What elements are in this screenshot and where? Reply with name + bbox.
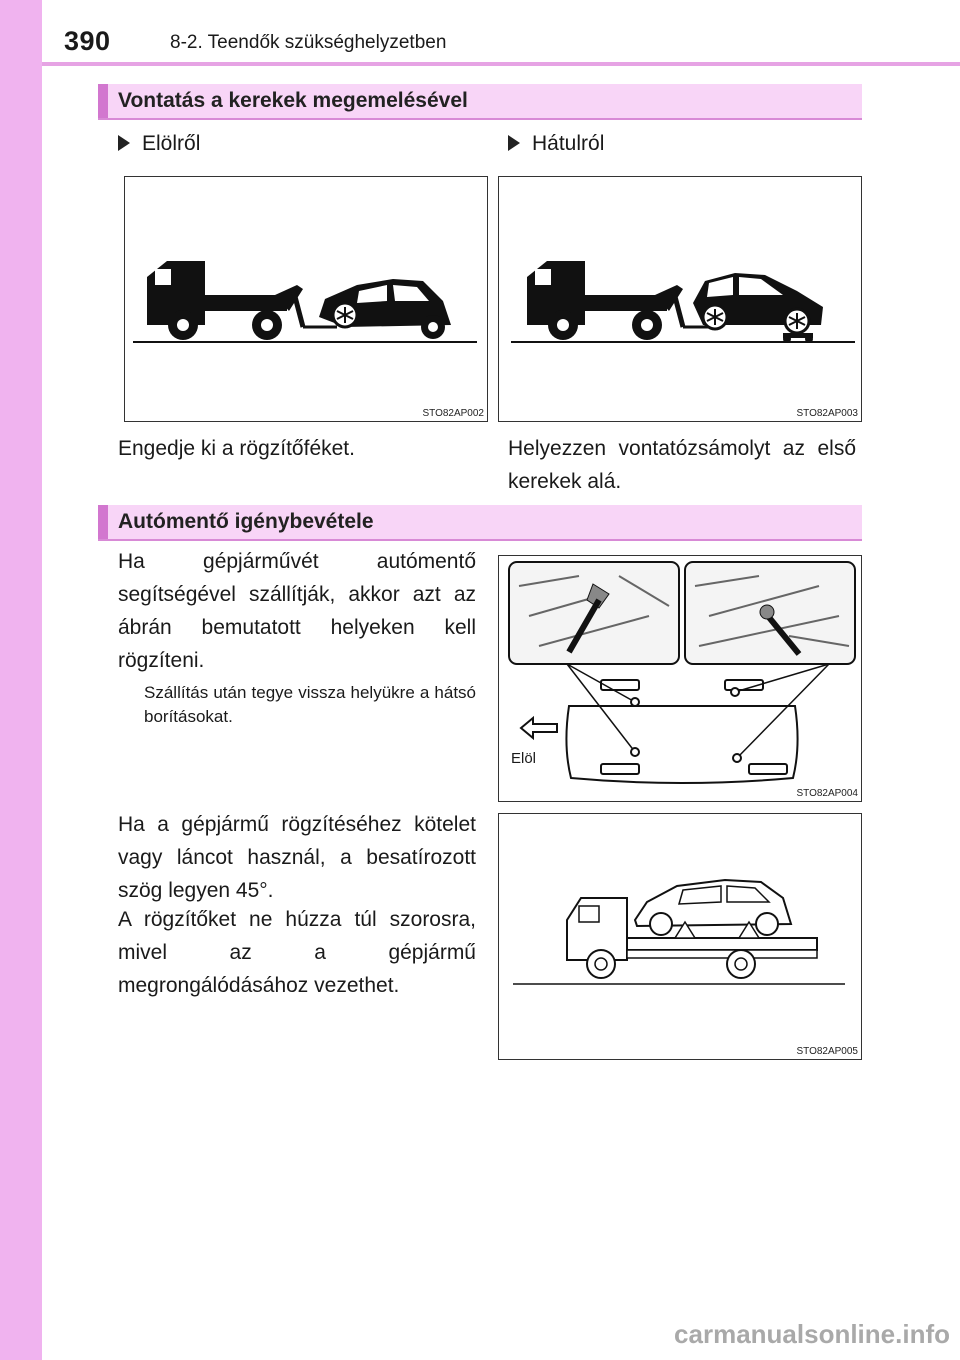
header-rule	[42, 62, 960, 66]
section-heading-wheel-lift	[98, 84, 862, 120]
subheading-rear-label: Hátulról	[532, 132, 605, 155]
note-rear-covers: Szállítás után tegye vissza helyükre a hátsó borításokat.	[144, 683, 476, 726]
front-direction-label: Elöl	[511, 750, 537, 767]
section-title: Autómentő igénybevétele	[118, 510, 374, 533]
tow-truck-rear-illustration	[499, 177, 861, 421]
flatbed-truck-illustration	[499, 814, 861, 1059]
figure-code: STO82AP002	[422, 408, 484, 419]
caption-front: Engedje ki a rögzítőféket.	[118, 437, 355, 460]
figure-flatbed-truck	[498, 813, 862, 1060]
paragraph-angle: Ha a gépjármű rögzítéséhez kötelet vagy láncot használ, a besatírozott szög legyen 45°.	[118, 813, 476, 902]
tie-down-points-illustration	[499, 556, 861, 801]
page-number: 390	[64, 26, 111, 56]
triangle-bullet-icon	[118, 135, 130, 151]
section-heading-tow-truck	[98, 505, 862, 541]
tow-truck-front-illustration	[125, 177, 487, 421]
triangle-bullet-icon	[508, 135, 520, 151]
figure-tow-from-front	[124, 176, 488, 422]
chapter-title: 8-2. Teendők szükséghelyzetben	[170, 32, 447, 53]
figure-code: STO82AP004	[796, 788, 858, 799]
paragraph-transport: Ha gépjárművét autómentő segítségével szállítják, akkor azt az ábrán bemutatott helyeken kell rögzíteni.	[118, 550, 476, 672]
watermark: carmanualsonline.info	[674, 1319, 950, 1349]
subheading-front-label: Elölről	[142, 132, 201, 155]
subheading-front	[118, 132, 200, 156]
figure-code: STO82AP005	[796, 1046, 858, 1057]
figure-code: STO82AP003	[796, 408, 858, 419]
figure-tie-down-points	[498, 555, 862, 802]
side-stripe	[0, 0, 42, 1360]
caption-rear: Helyezzen vontatózsámolyt az első kerekek alá.	[508, 437, 856, 493]
section-title: Vontatás a kerekek megemelésével	[118, 89, 468, 112]
paragraph-overtighten: A rögzítőket ne húzza túl szorosra, mivel az a gépjármű megrongálódásához vezethet.	[118, 908, 476, 997]
subheading-rear	[508, 132, 604, 156]
figure-tow-from-rear	[498, 176, 862, 422]
